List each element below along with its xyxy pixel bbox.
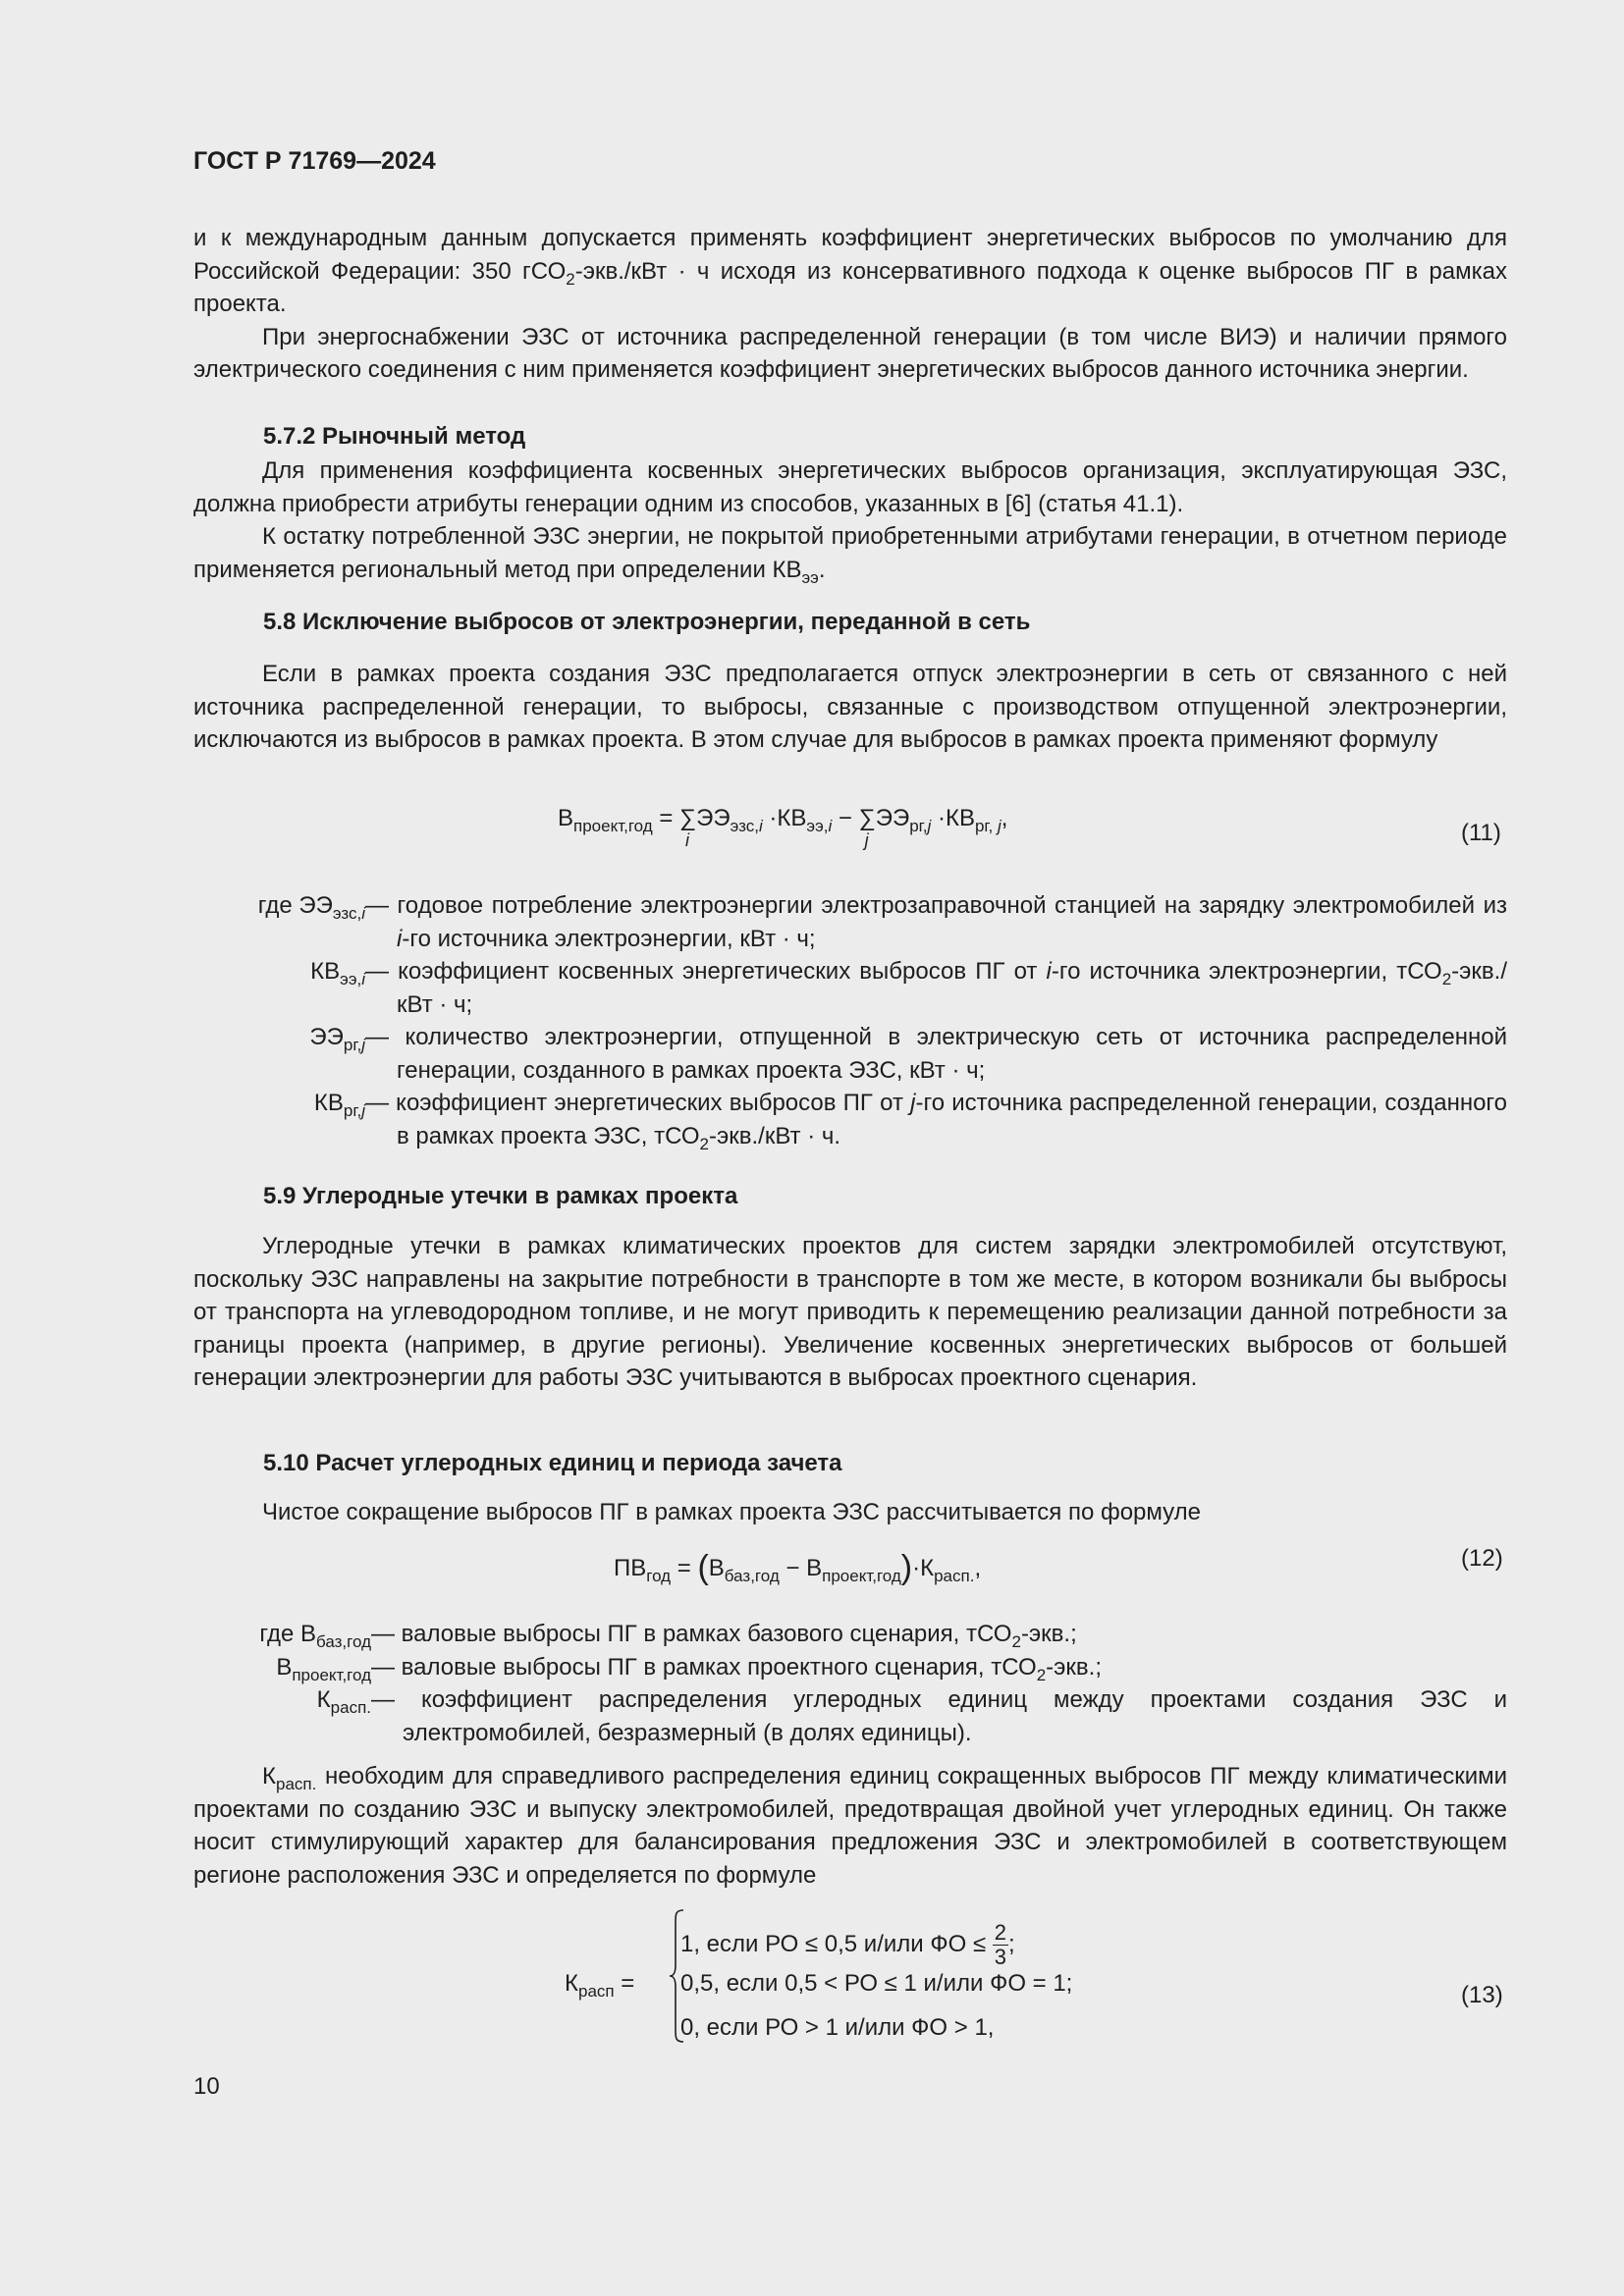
sum-symbol-j: ∑ j [858,805,876,850]
section-5-10-paragraph-2-block [193,1760,1507,1892]
section-5-8-body [193,658,1507,757]
formula-13-case-2: 0,5, если 0,5 < РО ≤ 1 и/или ФО = 1; [680,1970,1073,1997]
intro-paragraph-2: При энергоснабжении ЭЗС от источника распределенной генерации (в том числе ВИЭ) и наличии прямого электрического соединения с ним применяется коэффициент энергетических выбросов данного источника энергии. [193,323,1507,383]
section-5-9-body [193,1230,1507,1395]
section-5-7-2-paragraph-1: Для применения коэффициента косвенных энергетических выбросов организация, эксплуатирующая ЭЗС, должна приобрести атрибуты генерации одним из способов, указанных в [6] (статья 41.1). [193,457,1507,517]
definition-item: $ЭЭ_{рг,j}$ — количество электроэнергии, отпущенной в электрическую сеть от источника распределенной генерации, созданного в рамках проекта ЭЗС, кВт · ч; [309,1024,1507,1084]
formula-13-case-1: 1, если РО ≤ 0,5 и/или ФО ≤ $\frac{2}{3}$ ; [680,1920,1015,1969]
heading-5-10: 5.10 Расчет углеродных единиц и периода зачета [263,1450,842,1476]
formula-12: $ПВ_{год} = (В_{баз,год} - В_{проект,год})\cdot К_{расп.}$, [614,1549,982,1586]
definition-item: где $В_{баз,год}$ — валовые выбросы ПГ в рамках базового сценария, тСО$_2$-экв.; [259,1621,1077,1651]
section-5-10-intro [193,1496,1507,1529]
section-5-10-paragraph-2-text: необходим для справедливого распределения единиц сокращенных выбросов ПГ между климатическими проектами по созданию ЭЗС и выпуску электромобилей, предотвращая двойной учет углеродных единиц. Он также носит стимулирующий характер для балансирования предложения ЭЗС и электромобилей в соответствующем регионе расположения ЭЗС и определяется по формуле [193,1763,1508,1889]
case-1-text: 1, если РО ≤ 0,5 и/или ФО ≤ [680,1930,987,1957]
definition-item: где $ЭЭ_{эзс,i}$ — годовое потребление электроэнергии электрозаправочной станцией на зарядку электромобилей из i-го источника электроэнергии, кВт · ч; [257,892,1507,952]
formula-12-definitions [193,1618,1507,1749]
formula-11: $В_{проект,год}$ = ∑ i $ЭЭ_{эзс,i} \cdot КВ_{ээ,i}$ − ∑ j $ЭЭ_{рг,j} \cdot КВ_{рг, j}$, [558,805,1008,850]
section-5-7-2-paragraph-2-text: К остатку потребленной ЭЗС энергии, не покрытой приобретенными атрибутами генерации, в отчетном периоде применяется региональный метод при определении КВ [193,523,1507,583]
definition-item: $К_{расп.}$ — коэффициент распределения углеродных единиц между проектами создания ЭЗС и электромобилей, безразмерный (в долях единицы). [316,1686,1507,1746]
intro-block [193,222,1507,387]
page-number: 10 [193,2073,220,2100]
section-5-8-paragraph-1: Если в рамках проекта создания ЭЗС предполагается отпуск электроэнергии в сеть от связанного с ней источника распределенной генерации, то выбросы, связанные с производством отпущенной электроэнергии, исключаются из выбросов в рамках проекта. В этом случае для выбросов в рамках проекта применяют формулу [193,661,1507,753]
definition-item: $В_{проект,год}$ — валовые выбросы ПГ в рамках проектного сценария, тСО$_2$-экв.; [276,1653,1102,1684]
heading-5-8: 5.8 Исключение выбросов от электроэнергии, переданной в сеть [263,609,1031,635]
section-5-10-paragraph-2: $К_{расп.}$ необходим для справедливого распределения единиц сокращенных выбросов ПГ между климатическими проектами по созданию ЭЗС и выпуску электромобилей, предотвращая двойной учет углеродных единиц. Он также носит стимулирующий характер для балансирования предложения ЭЗС и электромобилей в соответствующем регионе расположения ЭЗС и определяется по формуле [193,1763,1508,1889]
formula-11-definitions [193,889,1507,1152]
intro-paragraph-1: и к международным данным допускается применять коэффициент энергетических выбросов по умолчанию для Российской Федерации: 350 гСО$_2$-экв./кВт · ч исходя из консервативного подхода к оценке выбросов ПГ в рамках проекта. [193,225,1507,317]
document-header: ГОСТ Р 71769—2024 [193,147,436,175]
fraction-numerator: 2 [994,1920,1007,1945]
equation-number-13: (13) [1461,1982,1503,2008]
section-5-9-paragraph-1: Углеродные утечки в рамках климатических проектов для систем зарядки электромобилей отсутствуют, поскольку ЭЗС направлены на закрытие потребности в транспорте в том же месте, в котором возникали бы выбросы от транспорта на углеводородном топливе, и не могут приводить к перемещению реализации данной потребности за границы проекта (например, в другие регионы). Увеличение косвенных энергетических выбросов от большей генерации электроэнергии для работы ЭЗС учитываются в выбросах проектного сценария. [193,1233,1507,1391]
equation-number-12: (12) [1461,1545,1503,1572]
fraction-two-thirds [993,1921,1008,1969]
formula-13-case-3: 0, если РО > 1 и/или ФО > 1, [680,2014,995,2041]
definition-item: $КВ_{рг,j}$ — коэффициент энергетических выбросов ПГ от j-го источника распределенной генерации, созданного в рамках проекта ЭЗС, тСО$_2$-экв./кВт · ч. [313,1090,1507,1153]
formula-13-lhs: $К_{расп}$ = [565,1970,635,2001]
sum-symbol-i: ∑ i [679,805,697,850]
definition-item: $КВ_{ээ,i}$ — коэффициент косвенных энергетических выбросов ПГ от i-го источника электроэнергии, тСО$_2$-экв./кВт · ч; [310,958,1507,1018]
section-5-7-2-body [193,454,1507,586]
section-5-10-paragraph-1: Чистое сокращение выбросов ПГ в рамках проекта ЭЗС рассчитывается по формуле [262,1499,1201,1525]
section-5-7-2-paragraph-2: К остатку потребленной ЭЗС энергии, не покрытой приобретенными атрибутами генерации, в отчетном периоде применяется региональный метод при определении $КВ_{ээ}$. [193,523,1507,587]
heading-5-7-2: 5.7.2 Рыночный метод [263,423,526,450]
heading-5-9: 5.9 Углеродные утечки в рамках проекта [263,1183,738,1209]
equation-number-11: (11) [1461,820,1501,846]
fraction-denominator: 3 [994,1945,1007,1969]
